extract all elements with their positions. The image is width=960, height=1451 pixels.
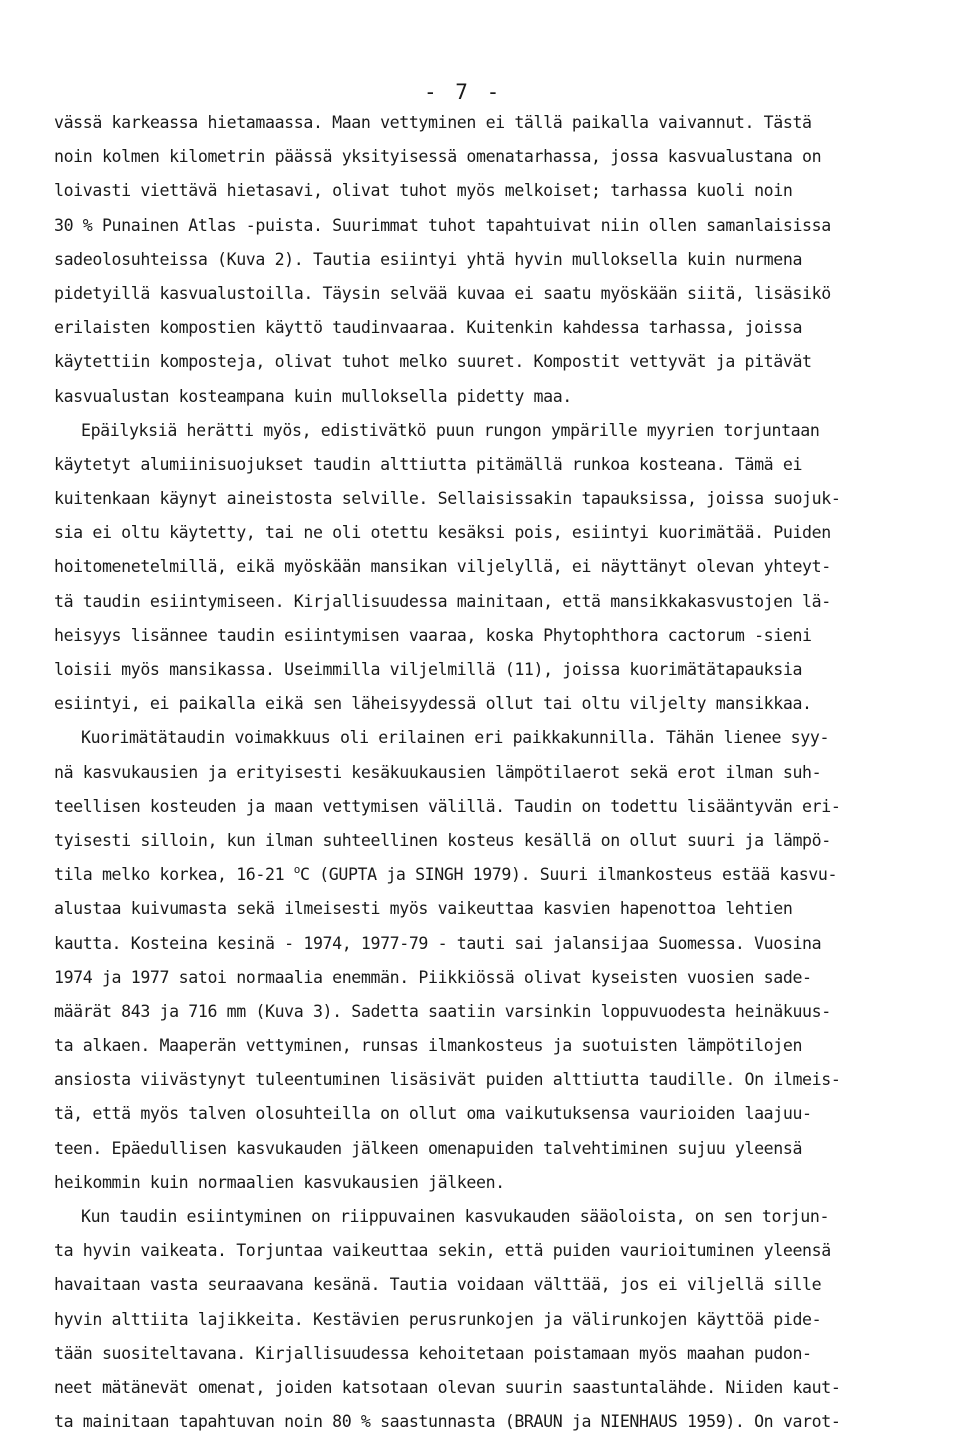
text-line: tään suositeltavana. Kirjallisuudessa kehoitetaan poistamaan myös maahan pudon- bbox=[54, 1343, 812, 1363]
temperature-text-after: C (GUPTA ja SINGH 1979). Suuri ilmankosteus estää kasvu- bbox=[300, 865, 838, 885]
text-line: Kun taudin esiintyminen on riippuvainen kasvukauden sääoloista, on sen torjun- bbox=[81, 1207, 830, 1226]
text-line: sadeolosuhteissa (Kuva 2). Tautia esiintyi yhtä hyvin mulloksella kuin nurmena bbox=[54, 249, 803, 269]
paragraph-4 bbox=[54, 1200, 954, 1439]
text-line: erilaisten kompostien käyttö taudinvaaraa. Kuitenkin kahdessa tarhassa, joissa bbox=[54, 318, 803, 338]
text-line: heisyys lisännee taudin esiintymisen vaaraa, koska Phytophthora cactorum -sieni bbox=[54, 625, 812, 645]
page-number: - 7 - bbox=[424, 80, 503, 104]
text-line: heikommin kuin normaalien kasvukausien jälkeen. bbox=[54, 1172, 505, 1192]
text-line: esiintyi, ei paikalla eikä sen läheisyydessä ollut tai oltu viljelty mansikkaa. bbox=[54, 694, 812, 714]
text-line: ta hyvin vaikeata. Torjuntaa vaikeuttaa sekin, että puiden vaurioituminen yleensä bbox=[54, 1241, 831, 1261]
text-line: tä taudin esiintymiseen. Kirjallisuudessa mainitaan, että mansikkakasvustojen lä- bbox=[54, 591, 831, 611]
paragraph-1 bbox=[54, 106, 954, 414]
paragraph-3 bbox=[54, 721, 954, 1200]
text-line: pidetyillä kasvualustoilla. Täysin selvää kuvaa ei saatu myöskään siitä, lisäsikö bbox=[54, 283, 831, 303]
text-line: neet mätänevät omenat, joiden katsotaan olevan suurin saastuntalähde. Niiden kaut- bbox=[54, 1377, 841, 1397]
text-line: kasvualustan kosteampana kuin mulloksella pidetty maa. bbox=[54, 386, 572, 406]
text-line: alustaa kuivumasta sekä ilmeisesti myös vaikeuttaa kasvien hapenottoa lehtien bbox=[54, 899, 793, 919]
text-line: kautta. Kosteina kesinä - 1974, 1977-79 - tauti sai jalansijaa Suomessa. Vuosina bbox=[54, 933, 822, 953]
text-line: 1974 ja 1977 satoi normaalia enemmän. Piikkiössä olivat kyseisten vuosien sade- bbox=[54, 967, 812, 987]
text-line: sia ei oltu käytetty, tai ne oli otettu kesäksi pois, esiintyi kuorimätää. Puiden bbox=[54, 523, 831, 543]
temperature-text-before: tila melko korkea, 16-21 bbox=[54, 865, 294, 885]
text-line: käytettiin komposteja, olivat tuhot melko suuret. Kompostit vettyvät ja pitävät bbox=[54, 352, 812, 372]
page-body bbox=[54, 106, 954, 1439]
text-line: käytetyt alumiinisuojukset taudin alttiutta pitämällä runkoa kosteana. Tämä ei bbox=[54, 454, 803, 474]
text-line: tyisesti silloin, kun ilman suhteellinen kosteus kesällä on ollut suuri ja lämpö- bbox=[54, 830, 831, 850]
text-line: hoitomenetelmillä, eikä myöskään mansikan viljelyllä, ei näyttänyt olevan yhteyt- bbox=[54, 557, 831, 577]
text-line: tä, että myös talven olosuhteilla on ollut oma vaikutuksensa vaurioiden laajuu- bbox=[54, 1104, 812, 1124]
text-line: kuitenkaan käynyt aineistosta selville. Sellaisissakin tapauksissa, joissa suojuk- bbox=[54, 489, 841, 509]
text-line: määrät 843 ja 716 mm (Kuva 3). Sadetta saatiin varsinkin loppuvuodesta heinäkuus- bbox=[54, 1001, 831, 1021]
text-line: ansiosta viivästynyt tuleentuminen lisäsivät puiden alttiutta taudille. On ilmeis- bbox=[54, 1070, 841, 1090]
text-line: 30 % Punainen Atlas -puista. Suurimmat tuhot tapahtuivat niin ollen samanlaisissa bbox=[54, 215, 831, 235]
text-line: nä kasvukausien ja erityisesti kesäkuukausien lämpötilaerot sekä erot ilman suh- bbox=[54, 762, 822, 782]
text-line: loivasti viettävä hietasavi, olivat tuhot myös melkoiset; tarhassa kuoli noin bbox=[54, 181, 793, 201]
text-line-temperature bbox=[54, 858, 954, 892]
text-line: vässä karkeassa hietamaassa. Maan vettyminen ei tällä paikalla vaivannut. Tästä bbox=[54, 113, 812, 132]
text-line: Kuorimätätaudin voimakkuus oli erilainen eri paikkakunnilla. Tähän lienee syy- bbox=[81, 728, 830, 748]
text-line: noin kolmen kilometrin päässä yksityisessä omenatarhassa, jossa kasvualustana on bbox=[54, 147, 822, 167]
degree-mark: o bbox=[293, 863, 300, 877]
text-line: teen. Epäedullisen kasvukauden jälkeen omenapuiden talvehtiminen sujuu yleensä bbox=[54, 1138, 803, 1158]
text-line: ta mainitaan tapahtuvan noin 80 % saastunnasta (BRAUN ja NIENHAUS 1959). On varot- bbox=[54, 1412, 841, 1432]
text-line: ta alkaen. Maaperän vettyminen, runsas ilmankosteus ja suotuisten lämpötilojen bbox=[54, 1036, 803, 1056]
text-line: hyvin alttiita lajikkeita. Kestävien perusrunkojen ja välirunkojen käyttöä pide- bbox=[54, 1309, 822, 1329]
text-line: teellisen kosteuden ja maan vettymisen välillä. Taudin on todettu lisääntyvän eri- bbox=[54, 796, 841, 816]
text-line: Epäilyksiä herätti myös, edistivätkö puun rungon ympärille myyrien torjuntaan bbox=[81, 420, 820, 440]
text-line: havaitaan vasta seuraavana kesänä. Tautia voidaan välttää, jos ei viljellä sille bbox=[54, 1275, 822, 1295]
text-line: loisii myös mansikassa. Useimmilla viljelmillä (11), joissa kuorimätätapauksia bbox=[54, 660, 803, 679]
paragraph-2 bbox=[54, 414, 954, 722]
